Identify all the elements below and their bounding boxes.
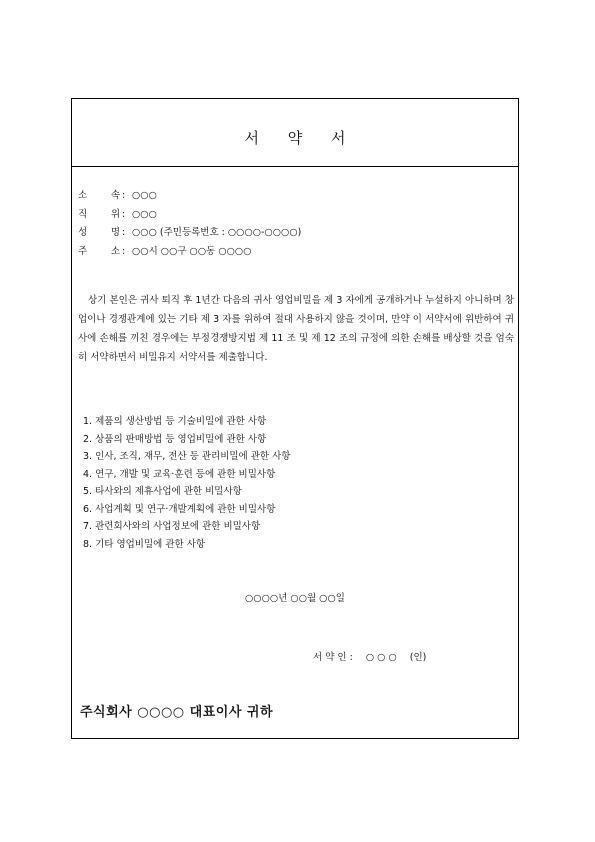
document-title: 서 약 서 — [244, 129, 358, 147]
list-item: 1. 제품의 생산방법 등 기술비밀에 관한 사항 — [83, 416, 267, 427]
info-label: 소 속 — [78, 190, 120, 201]
list-item: 4. 연구, 개발 및 교육·훈련 등에 관한 비밀사항 — [83, 468, 276, 480]
info-value: ○○○ (주민등록번호 : ○○○○-○○○○) — [132, 227, 302, 238]
info-label: 직 위 — [78, 208, 120, 220]
info-label: 주 소 — [78, 245, 120, 257]
signer-label: 서 약 인 : — [313, 652, 353, 663]
info-value: ○○○ — [132, 190, 157, 201]
seal-mark: (인) — [409, 652, 427, 663]
document-date: ○○○○년 ○○월 ○○일 — [245, 593, 345, 604]
pledge-document — [71, 98, 519, 739]
title-section — [72, 99, 518, 167]
info-separator: : — [122, 227, 126, 238]
info-separator: : — [122, 208, 126, 220]
addressee: 주식회사 ○○○○ 대표이사 귀하 — [80, 705, 274, 720]
signer-line — [313, 649, 426, 663]
info-label: 성 명 — [78, 227, 120, 238]
info-value: ○○시 ○○구 ○○동 ○○○○ — [132, 245, 252, 257]
list-item: 2. 상품의 판매방법 등 영업비밀에 관한 사항 — [83, 433, 267, 445]
list-item: 3. 인사, 조직, 재무, 전산 등 관리비밀에 관한 사항 — [83, 451, 291, 462]
info-value: ○○○ — [132, 208, 157, 220]
list-item: 5. 타사와의 제휴사업에 관한 비밀사항 — [83, 486, 242, 497]
info-separator: : — [122, 190, 126, 201]
list-item: 8. 기타 영업비밀에 관한 사항 — [83, 538, 206, 550]
list-item: 6. 사업계획 및 연구·개발계획에 관한 비밀사항 — [83, 503, 276, 515]
list-item: 7. 관련회사와의 사업정보에 관한 비밀사항 — [83, 521, 261, 532]
signer-name: ○ ○ ○ — [365, 652, 397, 663]
confidential-items-list — [83, 413, 290, 553]
info-separator: : — [122, 245, 126, 257]
pledge-statement: 상기 본인은 귀사 퇴직 후 1년간 다음의 귀사 영업비밀을 제 3 자에게 공개하거나 누설하지 아니하며 창업이나 경쟁관계에 있는 기타 제 3 자를 위하여 절대 사용하지 않을 것이며, 만약 이 서약서에 위반하여 귀사에 손해를 끼친 경우에는 부정경쟁방지법 제 11 조 및 제 12 조의 규정에 의한 손해를 배상할 것을 엄숙히 서약하면서 비밀유지 서약서를 제출합니다. — [78, 295, 514, 363]
